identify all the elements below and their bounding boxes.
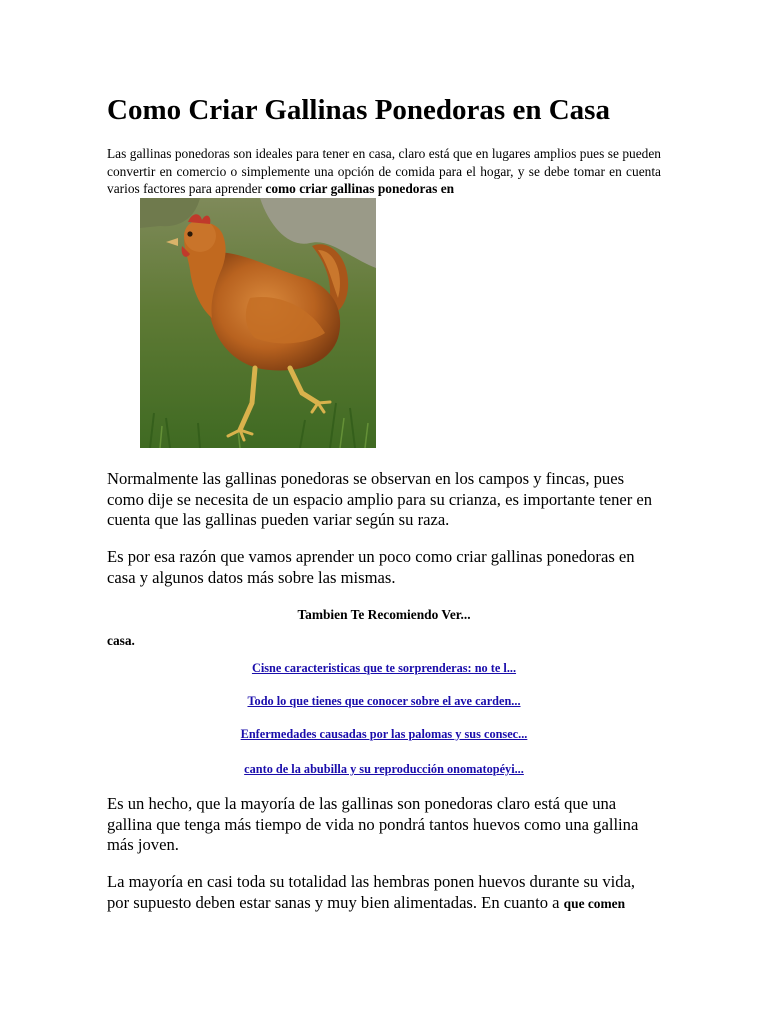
paragraph-3: Es un hecho, que la mayoría de las gallinas son ponedoras claro está que una gallina que tenga más tiempo de vida no pondrá tantos huevos como una gallina más joven. [107,794,639,854]
recommended-link-item [107,761,661,777]
paragraph-4-bold-text: que comen [563,895,626,911]
page-title: Como Criar Gallinas Ponedoras en Casa [107,94,610,126]
recommended-link-ave-carden[interactable]: Todo lo que tienes que conocer sobre el ave carden... [247,694,521,708]
intro-text: Las gallinas ponedoras son ideales para tener en casa, claro está que en lugares amplios pues se pueden convertir en comercio o simplemente una opción de comida para el hogar, y se debe tomar en cuenta varios factores para aprender [107,146,661,196]
recommended-title: Tambien Te Recomiendo Ver... [297,607,471,622]
hen-photo [140,198,376,448]
paragraph-1: Normalmente las gallinas ponedoras se observan en los campos y fincas, pues como dije se necesita de un espacio amplio para su crianza, es importante tener en cuenta que las gallinas pueden variar según su raza. [107,469,653,529]
paragraph-4-text: La mayoría en casi toda su totalidad las hembras ponen huevos durante su vida, por supuesto deben estar sanas y muy bien alimentadas. En cuanto a [107,872,636,912]
paragraph-2: Es por esa razón que vamos aprender un poco como criar gallinas ponedoras en casa y algunos datos más sobre las mismas. [107,547,635,587]
paragraph-4 [107,872,661,914]
recommended-link-abubilla[interactable]: canto de la abubilla y su reproducción onomatopéyi... [244,762,524,776]
recommended-link-item [107,693,661,709]
recommended-link-item [107,660,661,676]
recommended-link-item [107,726,661,742]
intro-paragraph [107,145,661,198]
recommended-link-palomas[interactable]: Enfermedades causadas por las palomas y sus consec... [240,727,528,741]
casa-bold-text: casa. [107,633,135,648]
recommended-link-cisne[interactable]: Cisne caracteristicas que te sorprenderas: no te l... [251,661,517,675]
intro-bold-text: como criar gallinas ponedoras en [265,181,455,196]
